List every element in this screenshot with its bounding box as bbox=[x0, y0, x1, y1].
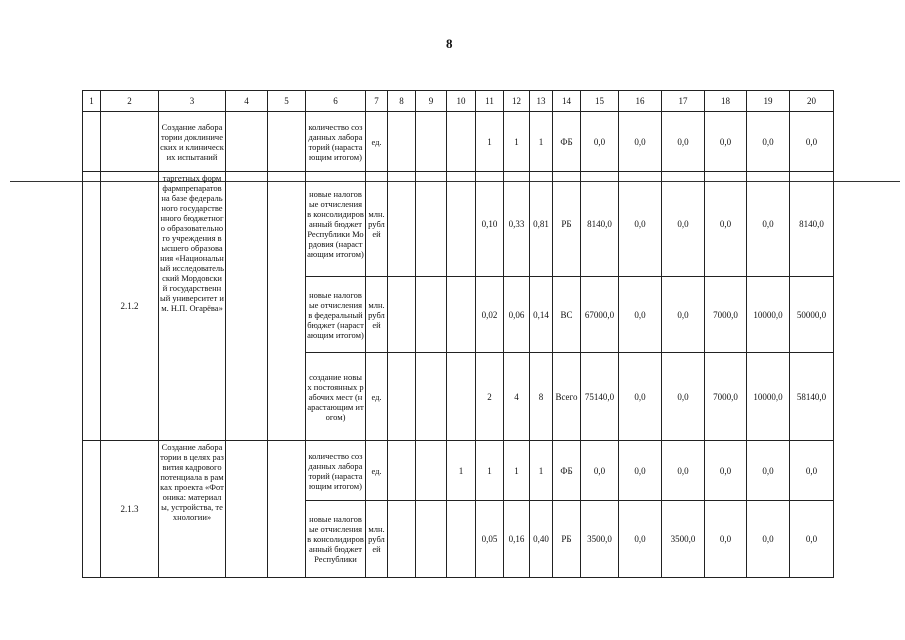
cell-unit: ед. bbox=[366, 441, 388, 501]
cell-col13: 8 bbox=[530, 353, 553, 441]
header-cell: 20 bbox=[790, 91, 834, 112]
cell-col20: 8140,0 bbox=[790, 172, 834, 277]
cell-col13: 1 bbox=[530, 441, 553, 501]
cell-col8 bbox=[388, 112, 416, 172]
cell-col1 bbox=[83, 441, 101, 578]
cell-col4 bbox=[226, 441, 268, 578]
cell-col15: 0,0 bbox=[581, 441, 619, 501]
cell-source: Всего bbox=[553, 353, 581, 441]
cell-col10 bbox=[447, 112, 476, 172]
header-cell: 13 bbox=[530, 91, 553, 112]
cell-source: РБ bbox=[553, 172, 581, 277]
cell-col18: 7000,0 bbox=[705, 277, 747, 353]
cell-col19: 0,0 bbox=[747, 501, 790, 578]
cell-col16: 0,0 bbox=[619, 277, 662, 353]
header-cell: 9 bbox=[416, 91, 447, 112]
cell-code: 2.1.3 bbox=[101, 441, 159, 578]
cell-col15: 3500,0 bbox=[581, 501, 619, 578]
cell-source: ФБ bbox=[553, 112, 581, 172]
cell-col13: 1 bbox=[530, 112, 553, 172]
cell-col5 bbox=[268, 441, 306, 578]
cell-col1 bbox=[83, 112, 101, 172]
cell-col16: 0,0 bbox=[619, 441, 662, 501]
cell-col9 bbox=[416, 172, 447, 277]
cell-col10 bbox=[447, 172, 476, 277]
cell-unit: млн. рублей bbox=[366, 277, 388, 353]
cell-col1 bbox=[83, 172, 101, 441]
cell-activity: Создание лаборатории доклинических и клинических испытаний bbox=[159, 112, 226, 172]
cell-col18: 0,0 bbox=[705, 112, 747, 172]
cell-col11: 0,10 bbox=[476, 172, 504, 277]
cell-col5 bbox=[268, 172, 306, 441]
page-number: 8 bbox=[446, 36, 453, 51]
cell-col12: 4 bbox=[504, 353, 530, 441]
cell-indicator: создание новых постоянных рабочих мест (нарастающим итогом) bbox=[306, 353, 366, 441]
cell-col20: 0,0 bbox=[790, 112, 834, 172]
cell-activity: Создание лаборатории в целях развития кадрового потенциала в рамках проекта «Фотоника: материалы, устройства, технологии» bbox=[159, 441, 226, 578]
cell-col15: 0,0 bbox=[581, 112, 619, 172]
header-cell: 19 bbox=[747, 91, 790, 112]
cell-source: РБ bbox=[553, 501, 581, 578]
cell-col10: 1 bbox=[447, 441, 476, 501]
cell-unit: млн. рублей bbox=[366, 501, 388, 578]
header-cell: 2 bbox=[101, 91, 159, 112]
cell-col9 bbox=[416, 353, 447, 441]
cell-col4 bbox=[226, 172, 268, 441]
cell-col10 bbox=[447, 277, 476, 353]
cell-col11: 1 bbox=[476, 112, 504, 172]
header-cell: 3 bbox=[159, 91, 226, 112]
header-cell: 15 bbox=[581, 91, 619, 112]
header-row bbox=[83, 91, 834, 112]
cell-col11: 1 bbox=[476, 441, 504, 501]
cell-col11: 0,02 bbox=[476, 277, 504, 353]
cell-col16: 0,0 bbox=[619, 112, 662, 172]
cell-col15: 8140,0 bbox=[581, 172, 619, 277]
table-row bbox=[83, 441, 834, 501]
header-cell: 14 bbox=[553, 91, 581, 112]
cell-col8 bbox=[388, 353, 416, 441]
cell-col13: 0,81 bbox=[530, 172, 553, 277]
cell-col9 bbox=[416, 277, 447, 353]
cell-col16: 0,0 bbox=[619, 353, 662, 441]
cell-col8 bbox=[388, 501, 416, 578]
header-cell: 16 bbox=[619, 91, 662, 112]
table-row bbox=[83, 112, 834, 172]
cell-col8 bbox=[388, 277, 416, 353]
header-cell: 7 bbox=[366, 91, 388, 112]
cell-col16: 0,0 bbox=[619, 172, 662, 277]
cell-col9 bbox=[416, 501, 447, 578]
cell-col19: 10000,0 bbox=[747, 353, 790, 441]
cell-col13: 0,14 bbox=[530, 277, 553, 353]
cell-indicator: количество созданных лабораторий (нарастающим итогом) bbox=[306, 441, 366, 501]
cell-col20: 50000,0 bbox=[790, 277, 834, 353]
header-cell: 17 bbox=[662, 91, 705, 112]
header-cell: 1 bbox=[83, 91, 101, 112]
cell-col17: 0,0 bbox=[662, 277, 705, 353]
cell-indicator: количество созданных лабораторий (нарастающим итогом) bbox=[306, 112, 366, 172]
cell-unit: ед. bbox=[366, 353, 388, 441]
cell-col17: 0,0 bbox=[662, 353, 705, 441]
cell-col11: 0,05 bbox=[476, 501, 504, 578]
header-cell: 10 bbox=[447, 91, 476, 112]
cell-col17: 0,0 bbox=[662, 172, 705, 277]
cell-col19: 0,0 bbox=[747, 441, 790, 501]
cell-code: 2.1.2 bbox=[101, 172, 159, 441]
cell-source: ВС bbox=[553, 277, 581, 353]
cell-col16: 0,0 bbox=[619, 501, 662, 578]
cell-col18: 7000,0 bbox=[705, 353, 747, 441]
cell-col12: 1 bbox=[504, 112, 530, 172]
cell-col20: 58140,0 bbox=[790, 353, 834, 441]
header-cell: 18 bbox=[705, 91, 747, 112]
cell-col10 bbox=[447, 501, 476, 578]
data-table bbox=[82, 90, 834, 578]
header-cell: 4 bbox=[226, 91, 268, 112]
cell-col13: 0,40 bbox=[530, 501, 553, 578]
cell-unit: ед. bbox=[366, 112, 388, 172]
header-cell: 8 bbox=[388, 91, 416, 112]
header-cell: 6 bbox=[306, 91, 366, 112]
cell-col17: 0,0 bbox=[662, 441, 705, 501]
cell-code bbox=[101, 112, 159, 172]
cell-col20: 0,0 bbox=[790, 501, 834, 578]
cell-col15: 75140,0 bbox=[581, 353, 619, 441]
cell-col8 bbox=[388, 441, 416, 501]
cell-col19: 10000,0 bbox=[747, 277, 790, 353]
cell-col8 bbox=[388, 172, 416, 277]
cell-col12: 1 bbox=[504, 441, 530, 501]
cell-col12: 0,16 bbox=[504, 501, 530, 578]
cell-col12: 0,33 bbox=[504, 172, 530, 277]
header-cell: 11 bbox=[476, 91, 504, 112]
cell-indicator: новые налоговые отчисления в федеральный бюджет (нарастающим итогом) bbox=[306, 277, 366, 353]
cell-activity: таргетных форм фармпрепаратов на базе федерального государственного бюджетного образовательного учреждения высшего образования «Национальный исследовательский Мордовский государственный университет им. Н.П. Огарёва» bbox=[159, 172, 226, 441]
cell-col19: 0,0 bbox=[747, 112, 790, 172]
cell-indicator: новые налоговые отчисления в консолидированный бюджет Республики Мордовия (нарастающим итогом) bbox=[306, 172, 366, 277]
cell-source: ФБ bbox=[553, 441, 581, 501]
cell-col10 bbox=[447, 353, 476, 441]
cell-col4 bbox=[226, 112, 268, 172]
cell-col15: 67000,0 bbox=[581, 277, 619, 353]
cell-col18: 0,0 bbox=[705, 441, 747, 501]
cell-col19: 0,0 bbox=[747, 172, 790, 277]
cell-col12: 0,06 bbox=[504, 277, 530, 353]
cell-col5 bbox=[268, 112, 306, 172]
cell-col18: 0,0 bbox=[705, 501, 747, 578]
cell-col17: 3500,0 bbox=[662, 501, 705, 578]
table-row bbox=[83, 172, 834, 277]
cell-unit: млн. рублей bbox=[366, 172, 388, 277]
header-cell: 5 bbox=[268, 91, 306, 112]
cell-col11: 2 bbox=[476, 353, 504, 441]
cell-col17: 0,0 bbox=[662, 112, 705, 172]
cell-col20: 0,0 bbox=[790, 441, 834, 501]
cell-col18: 0,0 bbox=[705, 172, 747, 277]
cell-col9 bbox=[416, 112, 447, 172]
cell-col9 bbox=[416, 441, 447, 501]
cell-indicator: новые налоговые отчисления в консолидированный бюджет Республики bbox=[306, 501, 366, 578]
header-cell: 12 bbox=[504, 91, 530, 112]
